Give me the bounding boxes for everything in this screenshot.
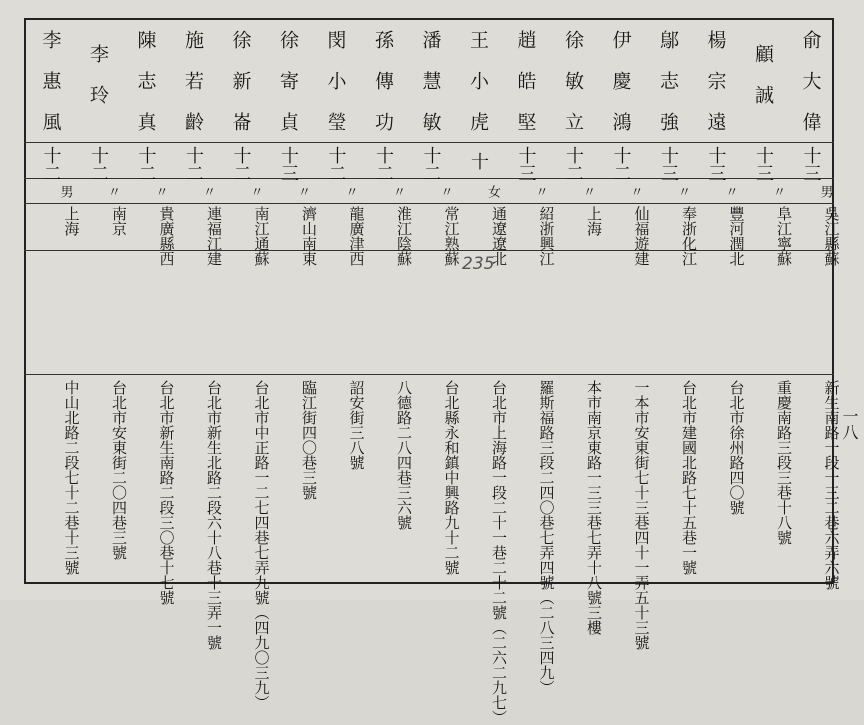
row-divider-origin [24, 250, 834, 251]
student-age: 十二 [373, 146, 394, 182]
student-name: 徐新崙 [229, 30, 252, 153]
student-age: 十三 [705, 146, 727, 182]
student-sex: 〃 [627, 184, 643, 198]
pencil-note: 235 [462, 254, 495, 274]
student-origin: 通遼遼北 [490, 206, 508, 266]
student-address: 台北市新生北路二段六十八巷十三弄一號 [205, 380, 223, 650]
student-sex: 〃 [390, 184, 405, 198]
student-origin: 連福江建 [205, 206, 223, 266]
student-name: 王小虎 [467, 30, 489, 153]
row-divider-blank [24, 374, 834, 375]
student-sex: 女 [485, 184, 500, 198]
student-origin: 吳江縣蘇 [822, 206, 841, 266]
student-name: 鄔志強 [657, 30, 679, 153]
student-origin: 紹浙興江 [537, 206, 556, 266]
student-origin: 龍廣津西 [347, 206, 366, 266]
student-name: 顧誠 [752, 44, 774, 126]
student-address: 本市南京東路一三三巷七弄十八號三樓 [585, 380, 603, 635]
student-address: 台北市新生南路二段三〇巷十七號 [157, 380, 176, 605]
student-address: 台北市徐州路四〇號 [727, 380, 746, 515]
student-name: 閔小瑩 [324, 30, 347, 153]
student-origin: 濟山南東 [300, 206, 318, 266]
student-name: 俞大偉 [799, 30, 822, 153]
student-address: 台北市上海路一段二十一巷二十二號（二六二九七） [490, 380, 508, 725]
student-age: 十二 [230, 146, 252, 182]
student-sex: 男 [817, 184, 833, 198]
student-age: 十二 [135, 146, 157, 182]
student-age: 十三 [800, 146, 822, 182]
student-origin: 上海 [585, 206, 603, 236]
student-address: 台北縣永和鎮中興路九十二號 [442, 380, 461, 575]
student-age: 十三 [753, 146, 774, 182]
student-age: 十二 [563, 146, 584, 182]
page-number: 一八 [840, 408, 859, 440]
student-age: 十二 [420, 146, 442, 182]
student-name: 徐寄貞 [277, 30, 299, 153]
student-name: 伊慶鴻 [609, 30, 632, 153]
student-address: 八德路二八四巷三六號 [395, 380, 413, 530]
student-address: 重慶南路三段三巷十八號 [775, 380, 793, 545]
student-origin: 仙福遊建 [632, 206, 651, 266]
student-sex: 〃 [675, 184, 690, 198]
student-name: 潘慧敏 [419, 30, 442, 153]
student-sex: 〃 [295, 184, 310, 198]
student-origin: 南江通蘇 [252, 206, 271, 266]
student-origin: 常江熟蘇 [442, 206, 461, 266]
student-address: 羅斯福路三段二四〇巷七弄四號（二八三四九） [537, 380, 556, 695]
student-age: 十二 [610, 146, 632, 182]
student-age: 十三 [515, 146, 537, 182]
student-age: 十二 [40, 146, 62, 182]
student-name: 徐敏立 [562, 30, 584, 153]
student-name: 李玲 [87, 44, 109, 126]
student-name: 陳志真 [134, 30, 157, 153]
student-address: 中山北路二段七十二巷十三號 [62, 380, 81, 575]
student-origin: 淮江陰蘇 [395, 206, 413, 266]
student-address: 一本市安東街七十三巷四十一弄五十三號 [632, 380, 651, 650]
student-origin: 貴廣縣西 [157, 206, 176, 266]
student-address: 新生南路一段一三二巷六弄六號 [822, 380, 841, 590]
student-origin: 豐河潤北 [727, 206, 746, 266]
student-sex: 〃 [437, 184, 453, 198]
student-address: 詔安街三八號 [347, 380, 366, 470]
student-address: 台北市中正路一二七四巷七弄九號（四九〇三九） [252, 380, 271, 710]
student-origin: 奉浙化江 [680, 206, 698, 266]
student-address: 台北市安東街二〇四巷三號 [110, 380, 128, 560]
student-sex: 〃 [532, 184, 548, 198]
student-sex: 〃 [722, 184, 738, 198]
student-sex: 〃 [105, 184, 120, 198]
student-name: 趙皓堅 [514, 30, 537, 153]
student-age: 十二 [88, 146, 109, 182]
student-age: 十二 [183, 146, 204, 182]
student-name: 楊宗遠 [704, 30, 727, 153]
student-name: 施若齡 [182, 30, 204, 153]
student-sex: 〃 [152, 184, 168, 198]
student-age: 十二 [325, 146, 347, 182]
student-address: 臨江街四〇巷三號 [300, 380, 318, 500]
student-age: 十 [468, 152, 489, 170]
student-sex: 〃 [342, 184, 358, 198]
student-sex: 〃 [770, 184, 785, 198]
student-origin: 上海 [62, 206, 81, 236]
student-name: 孫傳功 [372, 30, 394, 153]
student-origin: 南京 [110, 206, 128, 236]
student-name: 李惠風 [39, 30, 62, 153]
student-sex: 〃 [200, 184, 215, 198]
row-divider-sex [24, 203, 834, 204]
student-address: 台北市建國北路七十五巷一號 [680, 380, 698, 575]
student-age: 十三 [278, 146, 299, 182]
student-sex: 〃 [247, 184, 263, 198]
student-origin: 阜江寧蘇 [775, 206, 793, 266]
student-sex: 男 [57, 184, 73, 198]
student-sex: 〃 [580, 184, 595, 198]
student-age: 十三 [658, 146, 679, 182]
